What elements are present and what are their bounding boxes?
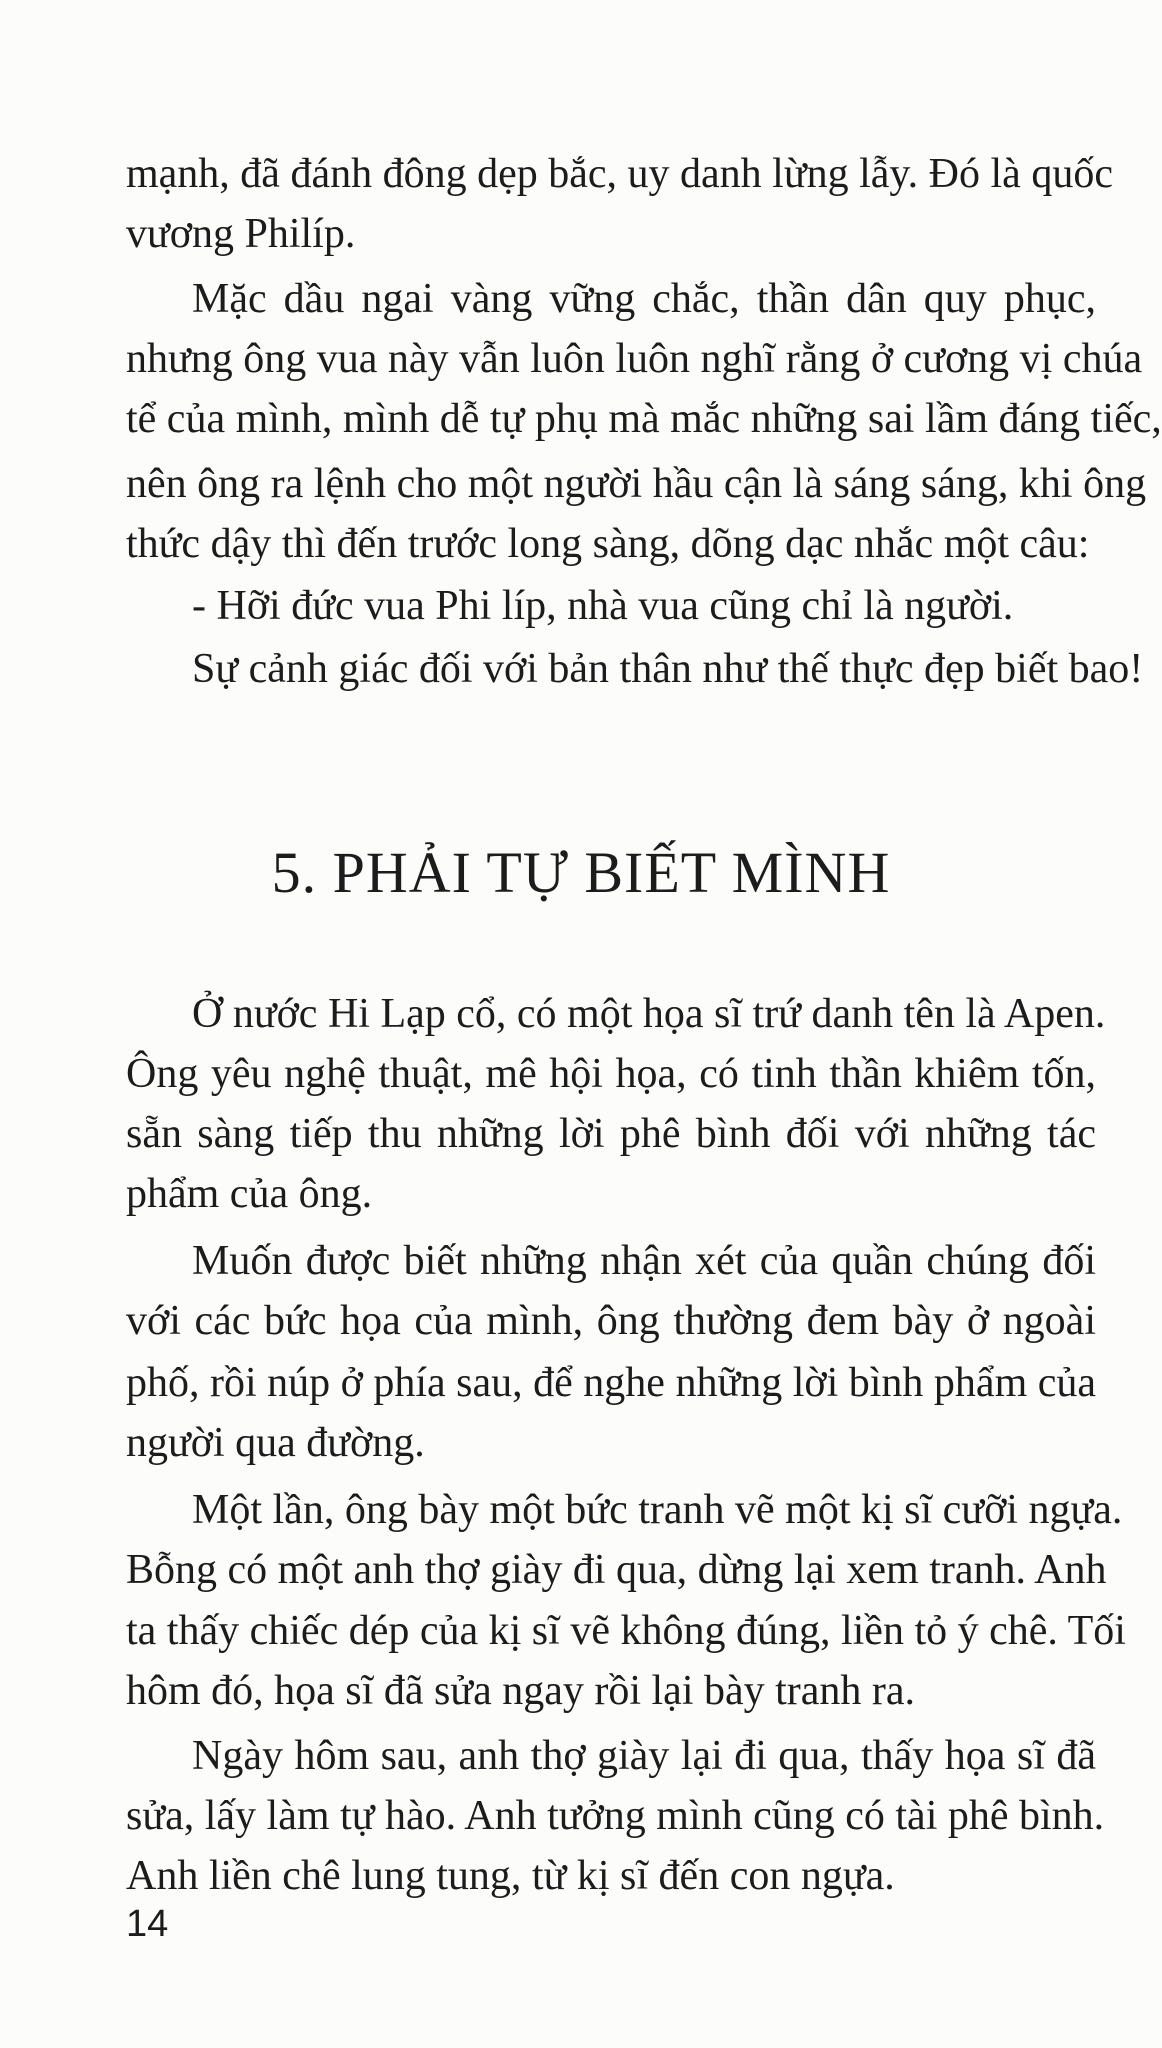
text-line: nhưng ông vua này vẫn luôn luôn nghĩ rằng ở cương vị chúa [126, 336, 1143, 382]
section-title: 5. PHẢI TỰ BIẾT MÌNH [271, 840, 891, 905]
text-line: Một lần, ông bày một bức tranh vẽ một kị sĩ cưỡi ngựa. [192, 1487, 1123, 1533]
text-line: - Hỡi đức vua Phi líp, nhà vua cũng chỉ là người. [192, 583, 1014, 629]
text-line: người qua đường. [126, 1420, 425, 1466]
text-line: Anh liền chê lung tung, từ kị sĩ đến con ngựa. [126, 1853, 895, 1899]
page-number: 14 [126, 1903, 169, 1945]
text-line: với các bức họa của mình, ông thường đem bày ở ngoài [126, 1298, 1096, 1344]
text-line: thức dậy thì đến trước long sàng, dõng dạc nhắc một câu: [126, 521, 1090, 567]
text-line: Ở nước Hi Lạp cổ, có một họa sĩ trứ danh tên là Apen. [192, 991, 1106, 1037]
text-line: Muốn được biết những nhận xét của quần chúng đối [192, 1238, 1096, 1284]
text-line: hôm đó, họa sĩ đã sửa ngay rồi lại bày tranh ra. [126, 1668, 916, 1714]
text-line: Sự cảnh giác đối với bản thân như thế thực đẹp biết bao! [192, 646, 1144, 692]
text-line: Mặc dầu ngai vàng vững chắc, thần dân quy phục, [192, 276, 1096, 322]
text-line: Ông yêu nghệ thuật, mê hội họa, có tinh thần khiêm tốn, [126, 1051, 1096, 1097]
text-line: Ngày hôm sau, anh thợ giày lại đi qua, thấy họa sĩ đã [192, 1733, 1096, 1779]
text-line: nên ông ra lệnh cho một người hầu cận là sáng sáng, khi ông [126, 461, 1147, 507]
text-line: mạnh, đã đánh đông dẹp bắc, uy danh lừng lẫy. Đó là quốc [126, 151, 1113, 197]
text-line: phẩm của ông. [126, 1171, 373, 1217]
text-line: Bỗng có một anh thợ giày đi qua, dừng lại xem tranh. Anh [126, 1547, 1107, 1593]
text-line: tể của mình, mình dễ tự phụ mà mắc những sai lầm đáng tiếc, [126, 396, 1162, 442]
text-line: phố, rồi núp ở phía sau, để nghe những lời bình phẩm của [126, 1360, 1097, 1406]
text-line: ta thấy chiếc dép của kị sĩ vẽ không đúng, liền tỏ ý chê. Tối [126, 1608, 1126, 1654]
text-line: sửa, lấy làm tự hào. Anh tưởng mình cũng có tài phê bình. [126, 1793, 1105, 1839]
text-line: vương Philíp. [126, 211, 356, 257]
text-line: sẵn sàng tiếp thu những lời phê bình đối với những tác [126, 1111, 1096, 1157]
